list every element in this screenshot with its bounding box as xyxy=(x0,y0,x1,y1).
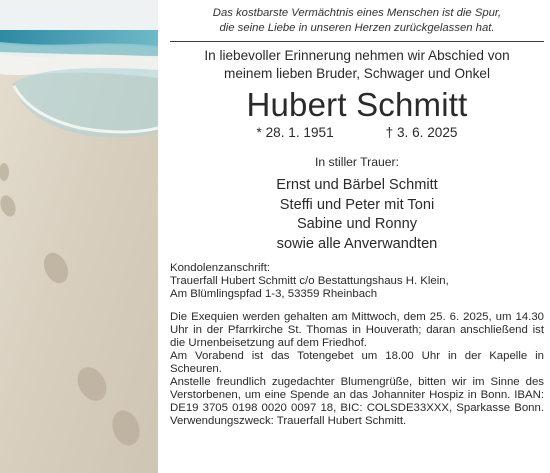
birth-date: * 28. 1. 1951 xyxy=(256,125,334,140)
deceased-name: Hubert Schmitt xyxy=(246,86,468,123)
life-dates xyxy=(170,125,544,141)
obituary-text xyxy=(170,6,544,428)
condolence-line-1: Trauerfall Hubert Schmitt c/o Bestattungshaus H. Klein, xyxy=(170,275,449,287)
death-date: † 3. 6. 2025 xyxy=(385,125,458,140)
prayer-paragraph: Am Vorabend ist das Totengebet um 18.00 Uhr in der Kapelle in Scheuren. xyxy=(170,350,544,375)
intro-line-2: meinem lieben Bruder, Schwager und Onkel xyxy=(224,65,490,81)
quote-line-1: Das kostbarste Vermächtnis eines Menschen ist die Spur, xyxy=(212,7,502,19)
condolence-line-2: Am Blümlingspfad 1-3, 53359 Rheinbach xyxy=(170,288,378,300)
mourners-list xyxy=(170,176,544,254)
condolence-label: Kondolenzanschrift: xyxy=(170,262,271,274)
mourner-line: Steffi und Peter mit Toni xyxy=(279,196,435,213)
quote-line-2: die seine Liebe in unseren Herzen zurückgelassen hat. xyxy=(219,21,495,34)
mourner-line: Ernst und Bärbel Schmitt xyxy=(276,177,438,193)
mourner-line: Sabine und Ronny xyxy=(296,216,418,232)
mourning-label: In stiller Trauer: xyxy=(315,155,399,169)
memorial-quote xyxy=(170,6,544,35)
service-details xyxy=(170,311,544,428)
beach-footprints-photo xyxy=(0,0,158,473)
funeral-paragraph: Die Exequien werden gehalten am Mittwoch, dem 25. 6. 2025, um 14.30 Uhr in der Pfarrkirche St. Thomas in Houverath; daran anschließend ist die Urnenbeisetzung auf dem Friedhof. xyxy=(170,311,544,349)
intro-line-1: In liebevoller Erinnerung nehmen wir Abschied von xyxy=(204,48,510,63)
divider xyxy=(170,41,544,42)
mourner-line: sowie alle Anverwandten xyxy=(276,235,438,252)
donation-paragraph: Anstelle freundlich zugedachter Blumengrüße, bitten wir im Sinne des Verstorbenen, um eine Spende an das Johanniter Hospiz in Bonn. IBAN: DE19 3705 0198 0020 0097 18, BIC: COLSDE33XXX, Sparkasse Bonn. Verwendungszweck: Trauerfall Hubert Schmitt. xyxy=(170,376,544,427)
intro-text xyxy=(170,47,544,82)
condolence-address xyxy=(170,262,544,301)
